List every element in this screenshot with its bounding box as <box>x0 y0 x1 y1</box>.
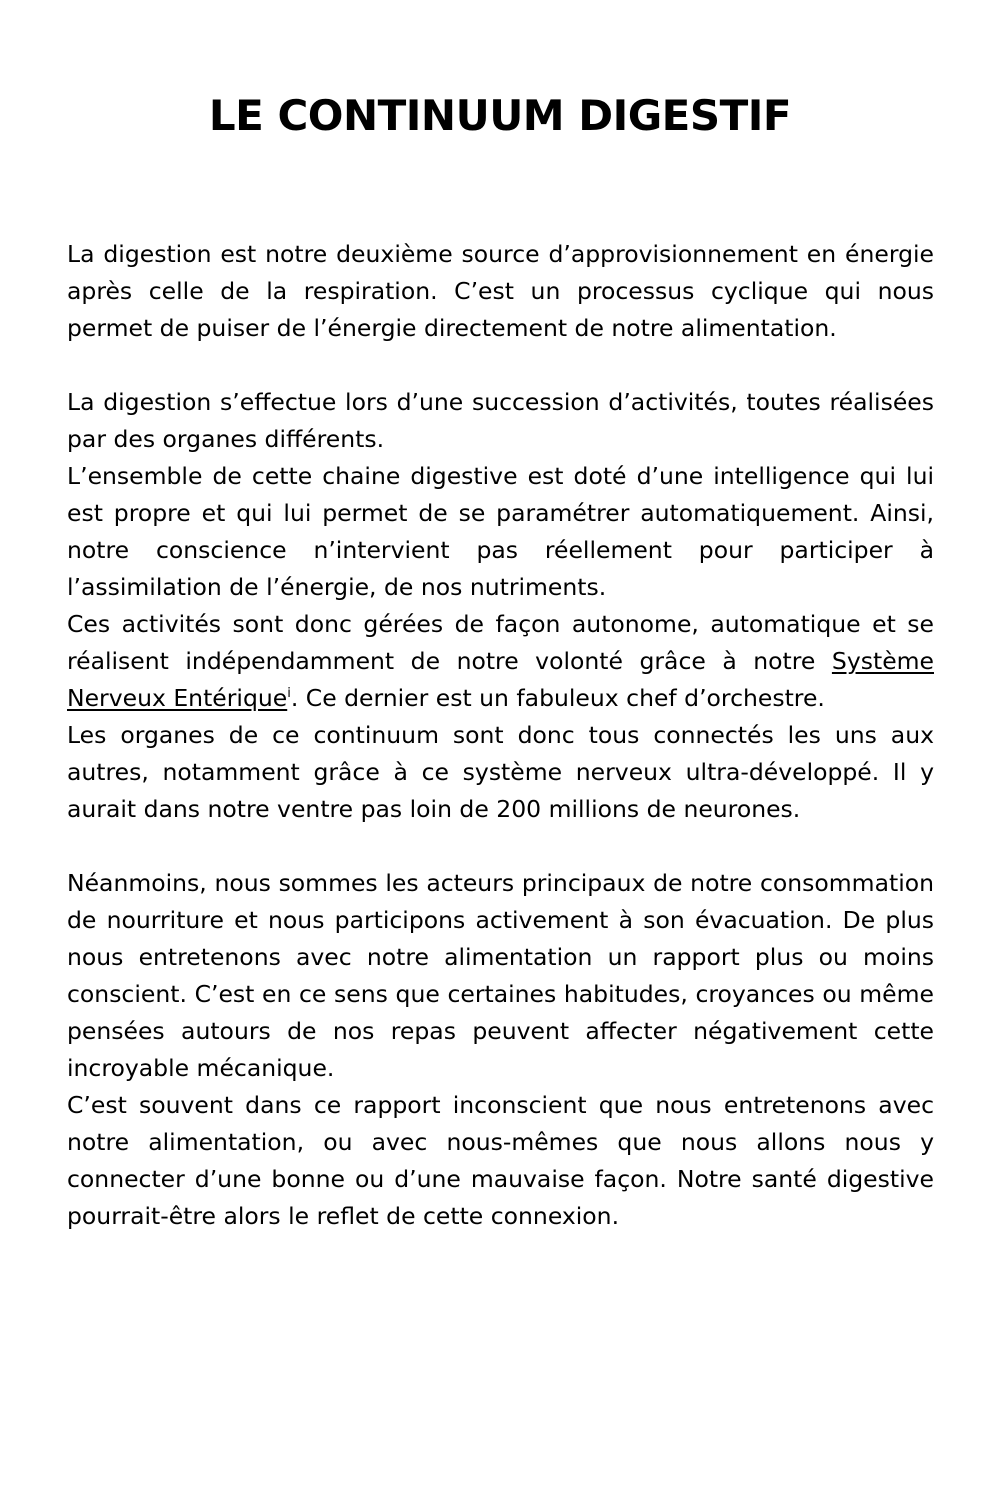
paragraph-succession: La digestion s’effectue lors d’une succession d’activités, toutes réalisées par des organes différents. <box>67 388 934 453</box>
paragraph-connection: C’est souvent dans ce rapport inconscient que nous entretenons avec notre alimentation, ou avec nous-mêmes que nous allons nous y connecter d’une bonne ou d’une mauvaise façon. Notre santé digestive pourrait-être alors le reflet de cette connexion. <box>67 1091 934 1230</box>
document-body <box>67 236 934 1235</box>
endnote-marker[interactable]: i <box>287 686 291 701</box>
enteric-nervous-system-link[interactable]: Système Nerveux Entérique <box>67 647 934 712</box>
page-title: LE CONTINUUM DIGESTIF <box>208 91 792 140</box>
paragraph-autonomy-text: Ces activités sont donc gérées de façon autonome, automatique et se réalisent indépendamment de notre volonté grâce à notre <box>67 610 934 675</box>
paragraph-intelligence: L’ensemble de cette chaine digestive est doté d’une intelligence qui lui est propre et qui lui permet de se paramétrer automatiquement. Ainsi, notre conscience n’intervient pas réellement pour participer à l’assimilation de l’énergie, de nos nutriments. <box>67 462 934 601</box>
paragraph-consumption: Néanmoins, nous sommes les acteurs principaux de notre consommation de nourriture et nous participons activement à son évacuation. De plus nous entretenons avec notre alimentation un rapport plus ou moins conscient. C’est en ce sens que certaines habitudes, croyances ou même pensées autours de nos repas peuvent affecter négativement cette incroyable mécanique. <box>67 869 934 1082</box>
paragraph-intro: La digestion est notre deuxième source d’approvisionnement en énergie après celle de la respiration. C’est un processus cyclique qui nous permet de puiser de l’énergie directement de notre alimentation. <box>67 240 934 342</box>
paragraph-neurons: Les organes de ce continuum sont donc tous connectés les uns aux autres, notamment grâce à ce système nerveux ultra-développé. Il y aurait dans notre ventre pas loin de 200 millions de neurones. <box>67 721 934 823</box>
paragraph-autonomy <box>67 606 934 717</box>
paragraph-autonomy-tail: . Ce dernier est un fabuleux chef d’orchestre. <box>290 684 825 712</box>
